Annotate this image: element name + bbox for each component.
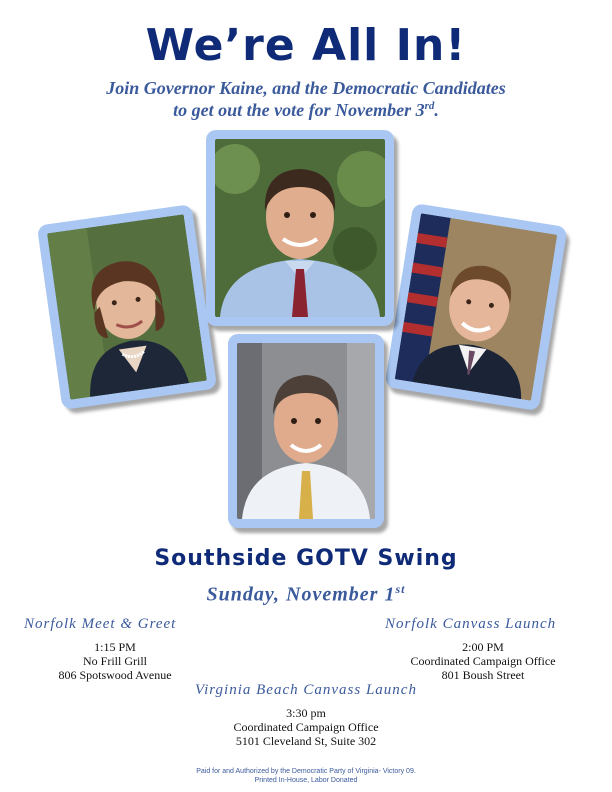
disclaimer-line1: Paid for and Authorized by the Democratic Party of Virginia- Victory 09.	[196, 768, 416, 775]
norfolk-meet-details	[40, 640, 190, 682]
vb-canvass-details	[206, 706, 406, 748]
disclaimer-line2: Printed In-House, Labor Donated	[254, 777, 358, 784]
candidate-photo-bottom	[237, 343, 375, 519]
headline: We’re All In!	[145, 20, 467, 71]
event-title: Southside GOTV Swing	[154, 546, 458, 571]
vb-canvass-venue: Coordinated Campaign Office	[233, 720, 379, 734]
event-date-text: Sunday, November 1	[206, 583, 396, 606]
subheading-line2	[0, 100, 612, 121]
vb-canvass-title: Virginia Beach Canvass Launch	[195, 682, 417, 698]
norfolk-meet-venue: No Frill Grill	[82, 654, 147, 668]
event-date-sup: st	[395, 582, 406, 596]
subheading-line2-text: to get out the vote for November 3	[173, 100, 425, 120]
subheading-line1-text: Join Governor Kaine, and the Democratic Candidates	[106, 78, 506, 98]
vb-canvass-address: 5101 Cleveland St, Suite 302	[235, 734, 377, 748]
candidate-photo-left	[47, 214, 207, 400]
norfolk-canvass-details	[408, 640, 558, 682]
subheading-line2-end: .	[434, 100, 439, 120]
norfolk-canvass-venue: Coordinated Campaign Office	[410, 654, 556, 668]
photo-frame-right	[384, 203, 567, 411]
norfolk-canvass-time: 2:00 PM	[462, 640, 504, 654]
candidate-photo-top	[215, 139, 385, 317]
event-date	[0, 582, 612, 607]
norfolk-canvass-title: Norfolk Canvass Launch	[385, 616, 557, 632]
subheading-line1	[0, 78, 612, 99]
vb-canvass-time: 3:30 pm	[286, 706, 326, 720]
norfolk-canvass-address: 801 Boush Street	[441, 668, 525, 682]
norfolk-meet-title: Norfolk Meet & Greet	[24, 616, 177, 632]
subheading-line2-sup: rd	[424, 100, 435, 112]
photo-frame-left	[37, 204, 217, 410]
norfolk-meet-address: 806 Spotswood Avenue	[58, 668, 172, 682]
photo-frame-bottom	[228, 334, 384, 528]
candidate-photo-right	[395, 213, 558, 401]
norfolk-meet-time: 1:15 PM	[94, 640, 136, 654]
photo-frame-top	[206, 130, 394, 326]
